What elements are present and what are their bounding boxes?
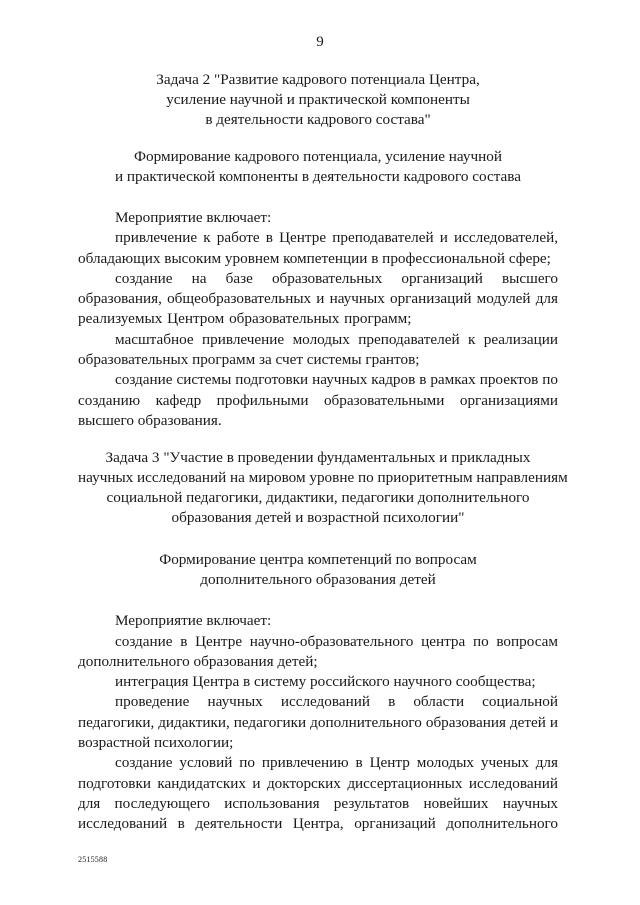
task3-title-line: социальной педагогики, дидактики, педагогики дополнительного — [106, 489, 530, 507]
task2-item: создание на базе образовательных организаций высшего образования, общеобразовательных и научных организаций модулей для реализуемых Центром образовательных программ; — [78, 269, 558, 328]
task3-subtitle-line: дополнительного образования детей — [200, 571, 436, 589]
task2-title-line: Задача 2 "Развитие кадрового потенциала Центра, — [156, 71, 480, 88]
task3-item: создание в Центре научно-образовательного центра по вопросам дополнительного образования детей; — [78, 632, 558, 670]
task3-title-line: научных исследований на мировом уровне по приоритетным направлениям — [78, 469, 568, 487]
task2-item: создание системы подготовки научных кадров в рамках проектов по созданию кафедр профильными образовательными организациями высшего образования. — [78, 371, 558, 429]
task2-subtitle — [78, 147, 558, 187]
task3-item: создание условий по привлечению в Центр молодых ученых для подготовки кандидатских и докторских диссертационных исследований для последующего использования результатов новейших научных исследований в деятельности Центра, организаций дополнительного — [78, 754, 558, 833]
task2-item: привлечение к работе в Центре преподавателей и исследователей, обладающих высоким уровнем компетенции в профессиональной сфере; — [78, 229, 558, 267]
task2-subtitle-line: и практической компоненты в деятельности кадрового состава — [115, 168, 521, 185]
task3-title — [78, 448, 568, 528]
document-id: 2515588 — [78, 855, 108, 864]
page-content — [78, 70, 568, 835]
task3-subtitle — [78, 550, 558, 590]
task2-title-line: в деятельности кадрового состава" — [205, 111, 431, 128]
task2-item: масштабное привлечение молодых преподавателей к реализации образовательных программ за счет системы грантов; — [78, 330, 558, 369]
task2-subtitle-line: Формирование кадрового потенциала, усиление научной — [134, 148, 502, 165]
task3-subtitle-line: Формирование центра компетенций по вопросам — [159, 551, 477, 569]
task3-title-line: Задача 3 "Участие в проведении фундаментальных и прикладных — [105, 449, 531, 467]
task3-item: интеграция Центра в систему российского научного сообщества; — [115, 673, 536, 691]
task2-title — [78, 70, 558, 130]
task3-intro: Мероприятие включает: — [115, 612, 272, 630]
task2-intro: Мероприятие включает: — [115, 209, 272, 226]
task2-title-line: усиление научной и практической компоненты — [166, 91, 470, 108]
task3-title-line: образования детей и возрастной психологии" — [171, 509, 465, 527]
page-number: 9 — [316, 34, 324, 50]
task3-item: проведение научных исследований в области социальной педагогики, дидактики, педагогики дополнительного образования детей и возрастной психологии; — [78, 693, 558, 752]
